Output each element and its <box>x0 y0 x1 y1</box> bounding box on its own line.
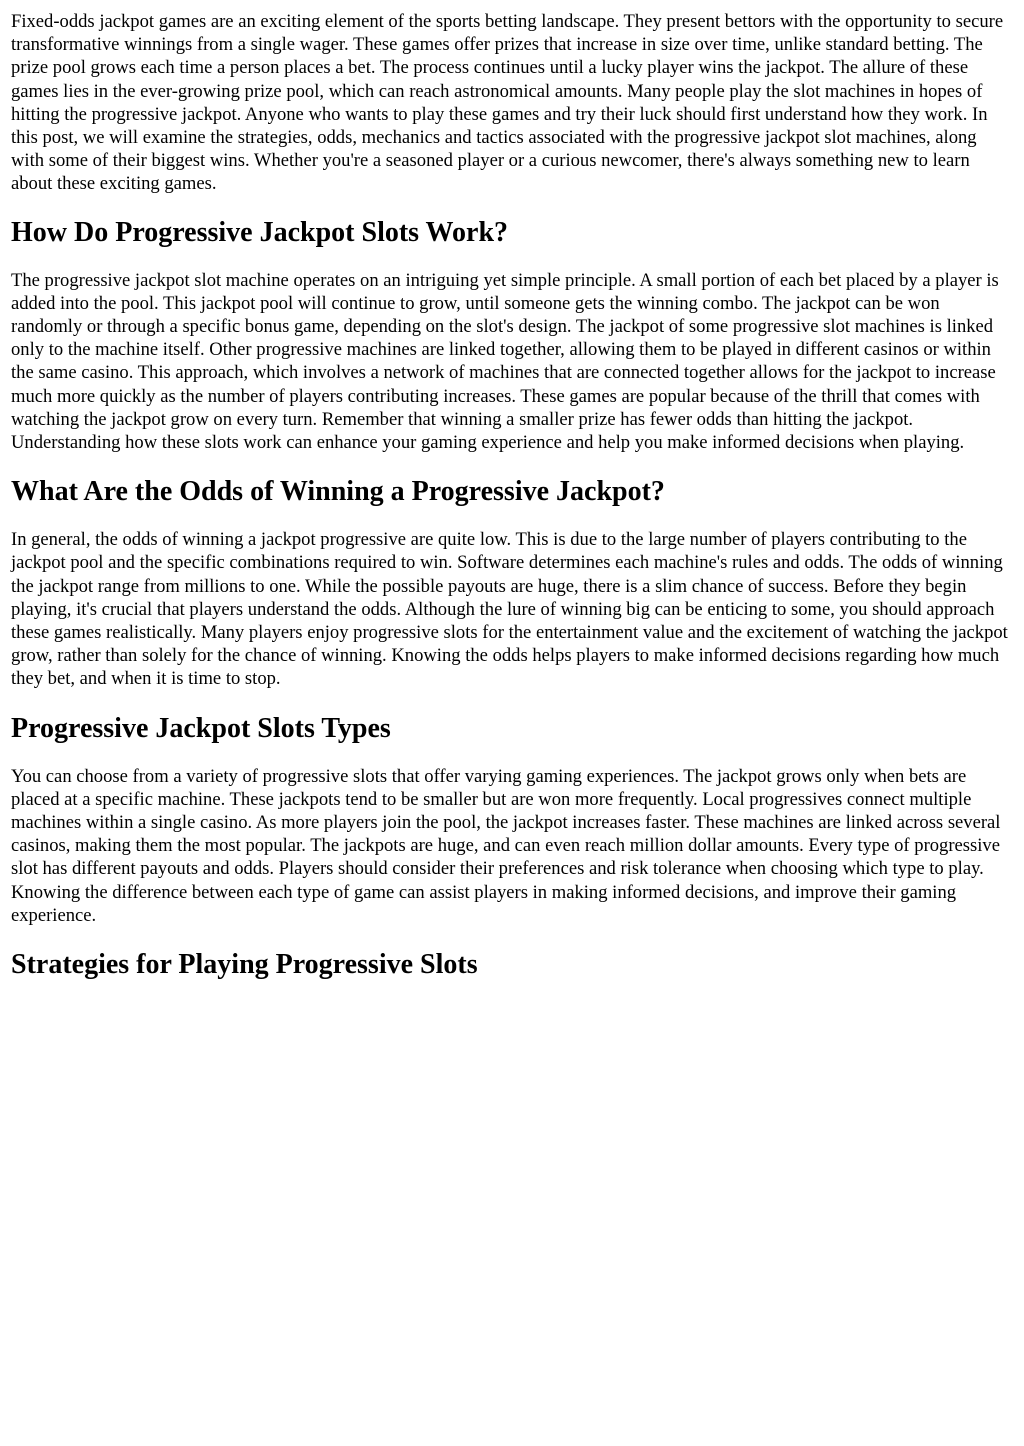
section-heading-types: Progressive Jackpot Slots Types <box>11 712 391 744</box>
section-body-odds: In general, the odds of winning a jackpot progressive are quite low. This is due to the large number of players contributing to the jackpot pool and the specific combinations required to win. Software determines each machine's rules and odds. The odds of winning the jackpot range from millions to one. While the possible payouts are huge, there is a slim chance of success. Before they begin playing, it's crucial that players understand the odds. Although the lure of winning big can be enticing to some, you should approach these games realistically. Many players enjoy progressive slots for the entertainment value and the excitement of watching the jackpot grow, rather than solely for the chance of winning. Knowing the odds helps players to make informed decisions regarding how much they bet, and when it is time to stop. <box>11 529 1008 690</box>
intro-paragraph: Fixed-odds jackpot games are an exciting element of the sports betting landscape. They present bettors with the opportunity to secure transformative winnings from a single wager. These games offer prizes that increase in size over time, unlike standard betting. The prize pool grows each time a person places a bet. The process continues until a lucky player wins the jackpot. The allure of these games lies in the ever-growing prize pool, which can reach astronomical amounts. Many people play the slot machines in hopes of hitting the progressive jackpot. Anyone who wants to play these games and try their luck should first understand how they work. In this post, we will examine the strategies, odds, mechanics and tactics associated with the progressive jackpot slot machines, along with some of their biggest wins. Whether you're a seasoned player or a curious newcomer, there's always something new to learn about these exciting games. <box>11 11 1004 195</box>
section-heading-strategies: Strategies for Playing Progressive Slots <box>11 949 478 981</box>
section-body-types: You can choose from a variety of progressive slots that offer varying gaming experiences. The jackpot grows only when bets are placed at a specific machine. These jackpots tend to be smaller but are won more frequently. Local progressives connect multiple machines within a single casino. As more players join the pool, the jackpot increases faster. These machines are linked across several casinos, making them the most popular. The jackpots are huge, and can even reach million dollar amounts. Every type of progressive slot has different payouts and odds. Players should consider their preferences and risk tolerance when choosing which type to play. Knowing the difference between each type of game can assist players in making informed decisions, and improve their gaming experience. <box>11 765 1001 926</box>
section-heading-odds: What Are the Odds of Winning a Progressive Jackpot? <box>11 476 665 508</box>
section-heading-how-it-works: How Do Progressive Jackpot Slots Work? <box>11 216 509 248</box>
section-body-how-it-works: The progressive jackpot slot machine operates on an intriguing yet simple principle. A small portion of each bet placed by a player is added into the pool. This jackpot pool will continue to grow, until someone gets the winning combo. The jackpot can be won randomly or through a specific bonus game, depending on the slot's design. The jackpot of some progressive slot machines is linked only to the machine itself. Other progressive machines are linked together, allowing them to be played in different casinos or within the same casino. This approach, which involves a network of machines that are connected together allows for the jackpot to increase much more quickly as the number of players contributing increases. These games are popular because of the thrill that comes with watching the jackpot grow on every turn. Remember that winning a smaller prize has fewer odds than hitting the jackpot. Understanding how these slots work can enhance your gaming experience and help you make informed decisions when playing. <box>11 269 999 454</box>
